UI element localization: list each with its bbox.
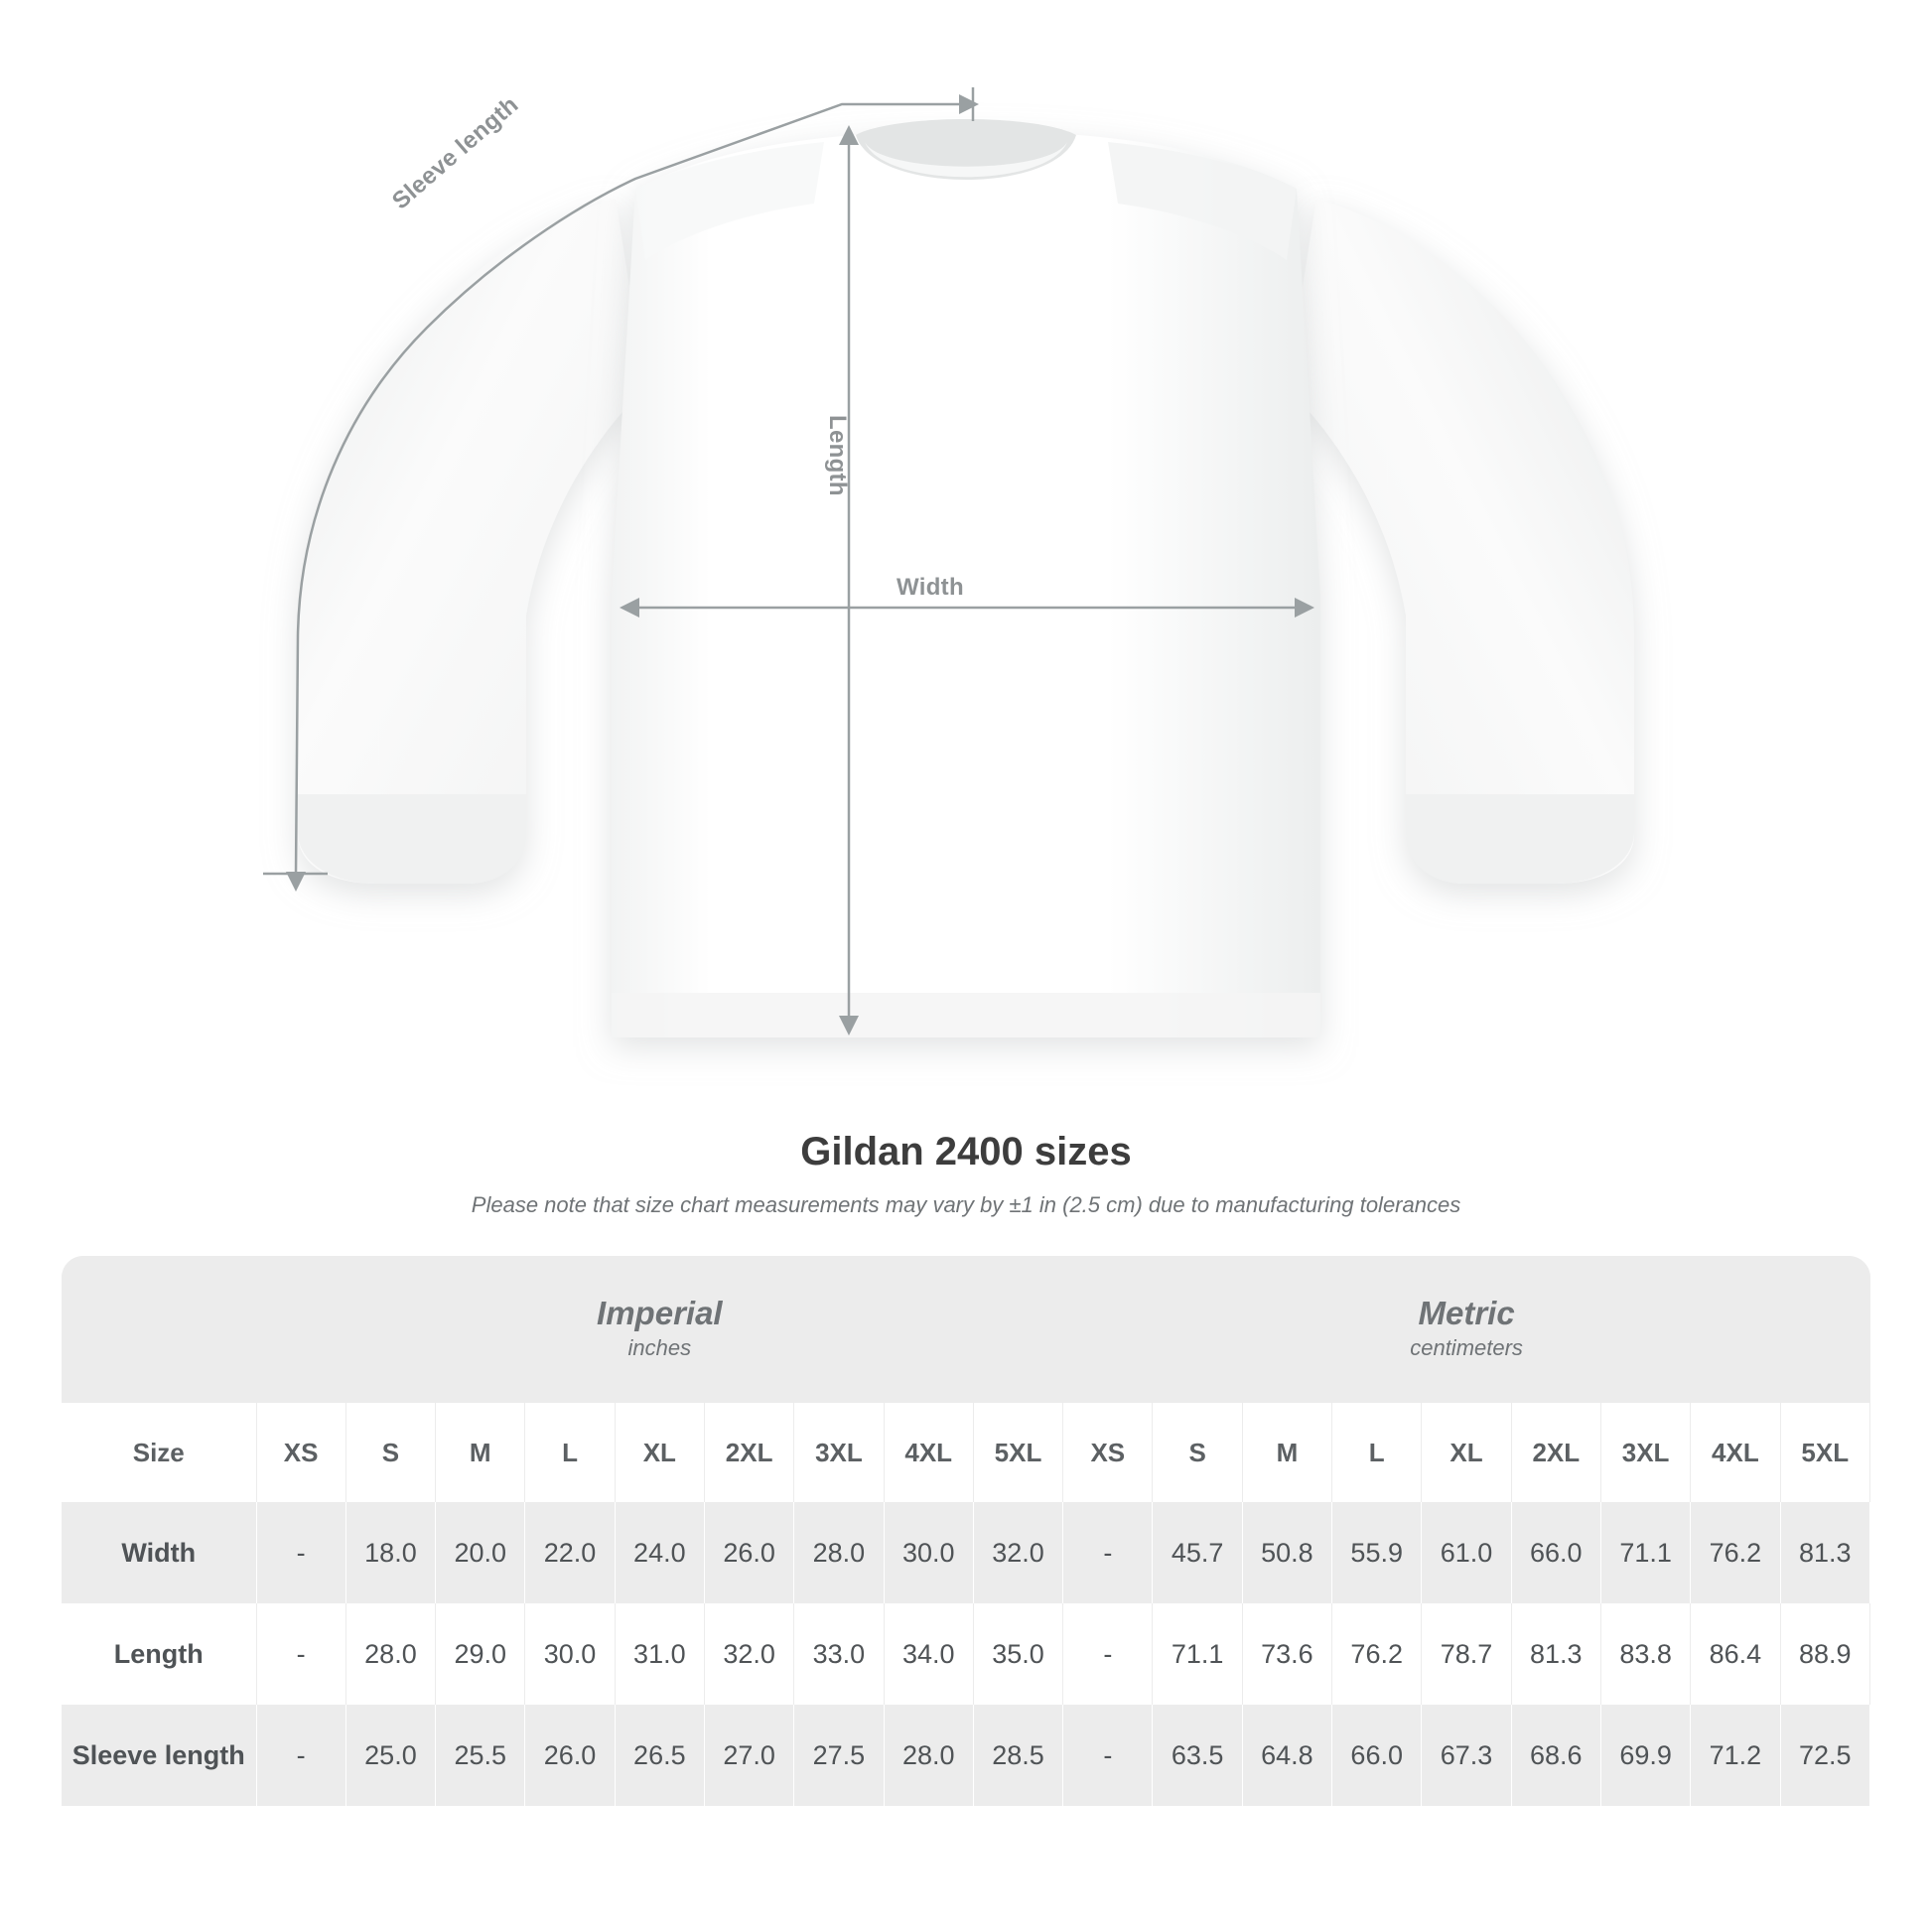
cell: 88.9 [1780, 1603, 1869, 1705]
cell: 28.0 [884, 1705, 973, 1806]
size-header-label: Size [62, 1403, 256, 1502]
cell: 68.6 [1511, 1705, 1600, 1806]
cell: 81.3 [1511, 1603, 1600, 1705]
size-header-cell: 2XL [1511, 1403, 1600, 1502]
page-title: Gildan 2400 sizes [800, 1130, 1132, 1173]
cell: 24.0 [615, 1502, 704, 1603]
cell: 72.5 [1780, 1705, 1869, 1806]
cell: 67.3 [1422, 1705, 1511, 1806]
cell: 45.7 [1153, 1502, 1242, 1603]
size-header-cell: XS [1063, 1403, 1153, 1502]
unit-header-spacer [62, 1256, 256, 1403]
unit-name-imperial: Imperial [597, 1294, 723, 1331]
cell: - [1063, 1705, 1153, 1806]
cell: 32.0 [973, 1502, 1062, 1603]
size-header-cell: S [345, 1403, 435, 1502]
size-header-cell: L [1332, 1403, 1422, 1502]
cell: 81.3 [1780, 1502, 1869, 1603]
cell: 33.0 [794, 1603, 884, 1705]
cell: 35.0 [973, 1603, 1062, 1705]
cell: 61.0 [1422, 1502, 1511, 1603]
title-block [0, 1130, 1932, 1218]
cell: 25.0 [345, 1705, 435, 1806]
unit-header-metric [1063, 1256, 1870, 1403]
table-row [62, 1705, 1870, 1806]
cell: 31.0 [615, 1603, 704, 1705]
tolerance-note: Please note that size chart measurements may vary by ±1 in (2.5 cm) due to manufacturing tolerances [471, 1192, 1461, 1217]
unit-name-metric: Metric [1418, 1294, 1515, 1331]
unit-header-imperial [256, 1256, 1063, 1403]
cell: 34.0 [884, 1603, 973, 1705]
sleeve-length-label: Sleeve length [387, 90, 524, 215]
cell: 29.0 [436, 1603, 525, 1705]
size-header-cell: 4XL [1691, 1403, 1780, 1502]
cell: 25.5 [436, 1705, 525, 1806]
sleeve-arrow-top [959, 94, 979, 114]
cell: 71.2 [1691, 1705, 1780, 1806]
cell: 22.0 [525, 1502, 615, 1603]
cell: 32.0 [704, 1603, 793, 1705]
cell: 76.2 [1332, 1603, 1422, 1705]
cell: 26.0 [525, 1705, 615, 1806]
cell: 50.8 [1242, 1502, 1331, 1603]
cell: 64.8 [1242, 1705, 1331, 1806]
size-header-cell: XL [615, 1403, 704, 1502]
cell: - [1063, 1603, 1153, 1705]
cell: 86.4 [1691, 1603, 1780, 1705]
cell: - [256, 1705, 345, 1806]
unit-header-row [62, 1256, 1870, 1403]
width-label: Width [897, 574, 964, 601]
size-header-cell: L [525, 1403, 615, 1502]
cell: 55.9 [1332, 1502, 1422, 1603]
size-header-cell: 5XL [1780, 1403, 1869, 1502]
cell: 71.1 [1153, 1603, 1242, 1705]
cell: 69.9 [1600, 1705, 1690, 1806]
cell: 27.0 [704, 1705, 793, 1806]
row-label-sleeve-length: Sleeve length [62, 1705, 256, 1806]
cell: 20.0 [436, 1502, 525, 1603]
size-header-cell: M [1242, 1403, 1331, 1502]
size-chart-table-wrapper [62, 1256, 1870, 1806]
size-header-row [62, 1403, 1870, 1502]
cell: 28.0 [794, 1502, 884, 1603]
cell: 26.0 [704, 1502, 793, 1603]
size-header-cell: 3XL [1600, 1403, 1690, 1502]
cell: - [256, 1502, 345, 1603]
size-header-cell: 5XL [973, 1403, 1062, 1502]
cell: 66.0 [1332, 1705, 1422, 1806]
row-label-width: Width [62, 1502, 256, 1603]
cell: 27.5 [794, 1705, 884, 1806]
size-chart-table [62, 1256, 1870, 1806]
cell: 76.2 [1691, 1502, 1780, 1603]
size-header-cell: S [1153, 1403, 1242, 1502]
size-header-cell: 4XL [884, 1403, 973, 1502]
size-header-cell: XS [256, 1403, 345, 1502]
cell: 83.8 [1600, 1603, 1690, 1705]
cell: 28.0 [345, 1603, 435, 1705]
unit-sub-imperial: inches [627, 1335, 692, 1361]
cell: 73.6 [1242, 1603, 1331, 1705]
cell: 30.0 [525, 1603, 615, 1705]
sleeve-arrow-bottom [286, 872, 306, 892]
cell: 18.0 [345, 1502, 435, 1603]
cell: - [256, 1603, 345, 1705]
cell: 28.5 [973, 1705, 1062, 1806]
cell: 63.5 [1153, 1705, 1242, 1806]
unit-sub-metric: centimeters [1410, 1335, 1523, 1361]
table-row [62, 1502, 1870, 1603]
table-row [62, 1603, 1870, 1705]
cell: 26.5 [615, 1705, 704, 1806]
size-header-cell: 3XL [794, 1403, 884, 1502]
size-header-cell: XL [1422, 1403, 1511, 1502]
cell: - [1063, 1502, 1153, 1603]
size-header-cell: 2XL [704, 1403, 793, 1502]
cell: 71.1 [1600, 1502, 1690, 1603]
cell: 66.0 [1511, 1502, 1600, 1603]
size-header-cell: M [436, 1403, 525, 1502]
cell: 30.0 [884, 1502, 973, 1603]
length-label: Length [824, 415, 851, 496]
row-label-length: Length [62, 1603, 256, 1705]
cell: 78.7 [1422, 1603, 1511, 1705]
